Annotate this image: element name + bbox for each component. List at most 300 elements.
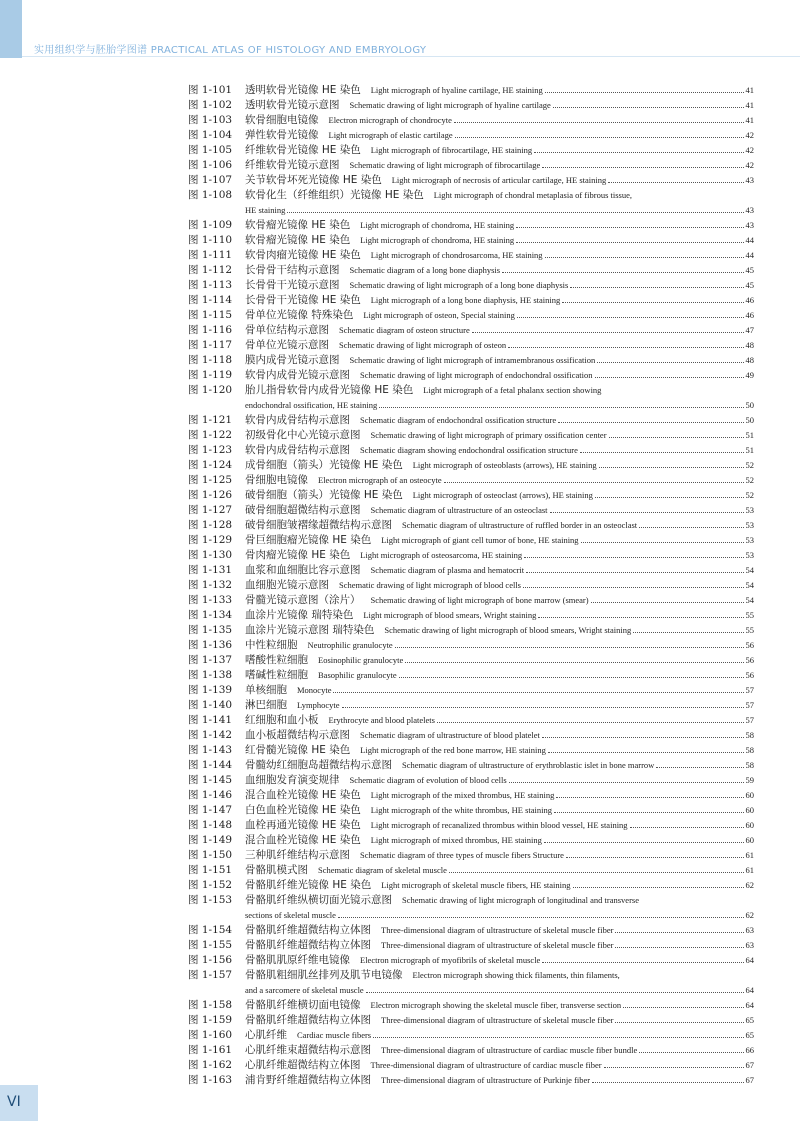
entry-body xyxy=(245,668,754,683)
dot-leader xyxy=(542,166,743,168)
toc-entry xyxy=(188,83,754,98)
dot-leader xyxy=(399,676,744,678)
page-reference: 41 xyxy=(745,100,754,110)
toc-entry xyxy=(188,743,754,758)
toc-entry xyxy=(188,878,754,893)
toc-entry xyxy=(188,368,754,383)
figure-number: 图 1-143 xyxy=(188,744,233,756)
entry-body xyxy=(245,1043,754,1058)
entry-line xyxy=(245,233,754,248)
page-reference: 58 xyxy=(745,745,754,755)
chinese-caption: 血浆和血细胞比容示意图 xyxy=(245,564,361,576)
dot-leader xyxy=(633,631,743,633)
english-caption: Schematic diagram of endochondral ossification structure xyxy=(360,415,557,425)
entry-body xyxy=(245,923,754,938)
entry-line xyxy=(245,668,754,683)
entry-line xyxy=(245,443,754,458)
figure-number: 图 1-160 xyxy=(188,1029,233,1041)
toc-entry xyxy=(188,308,754,323)
chinese-caption: 血涂片光镜示意图 瑞特染色 xyxy=(245,624,375,636)
entry-line xyxy=(245,698,754,713)
page-reference: 60 xyxy=(745,820,754,830)
dot-leader xyxy=(615,1021,743,1023)
figure-number: 图 1-152 xyxy=(188,879,233,891)
entry-line xyxy=(245,278,754,293)
dot-leader xyxy=(444,481,744,483)
toc-entry xyxy=(188,668,754,683)
page-reference: 59 xyxy=(745,775,754,785)
page-reference: 42 xyxy=(745,145,754,155)
page-reference: 44 xyxy=(745,250,754,260)
page-reference: 54 xyxy=(745,565,754,575)
english-caption: Light micrograph of elastic cartilage xyxy=(328,130,453,140)
entry-body xyxy=(245,743,754,758)
toc-entry xyxy=(188,218,754,233)
english-caption: Neutrophilic granulocyte xyxy=(307,640,393,650)
figure-number: 图 1-111 xyxy=(188,249,233,261)
figure-number: 图 1-158 xyxy=(188,999,233,1011)
figure-number: 图 1-146 xyxy=(188,789,233,801)
english-caption: Three-dimensional diagram of ultrastructure of skeletal muscle fiber xyxy=(381,925,614,935)
entry-line-continued xyxy=(245,398,754,413)
toc-entry xyxy=(188,263,754,278)
english-caption: Light micrograph of the red bone marrow, HE staining xyxy=(360,745,546,755)
entry-body xyxy=(245,263,754,278)
toc-entry xyxy=(188,803,754,818)
entry-line xyxy=(245,833,754,848)
toc-entry xyxy=(188,188,754,218)
toc-entry xyxy=(188,923,754,938)
figure-list xyxy=(188,83,754,1088)
dot-leader xyxy=(595,376,744,378)
dot-leader xyxy=(542,736,744,738)
entry-body xyxy=(245,1058,754,1073)
chinese-caption: 骨骼肌纤维超微结构立体图 xyxy=(245,1014,371,1026)
toc-entry xyxy=(188,698,754,713)
figure-number: 图 1-110 xyxy=(188,234,233,246)
entry-line xyxy=(245,368,754,383)
toc-entry xyxy=(188,683,754,698)
toc-entry xyxy=(188,248,754,263)
page-reference: 53 xyxy=(745,520,754,530)
english-caption: Schematic drawing of light micrograph of fibrocartilage xyxy=(349,160,541,170)
page-reference: 44 xyxy=(745,235,754,245)
page-reference: 56 xyxy=(745,640,754,650)
page-reference: 42 xyxy=(745,130,754,140)
entry-body xyxy=(245,503,754,518)
english-caption: Electron micrograph of an osteocyte xyxy=(318,475,442,485)
entry-line xyxy=(245,128,754,143)
dot-leader xyxy=(455,136,744,138)
page-reference: 66 xyxy=(745,1045,754,1055)
english-caption: Cardiac muscle fibers xyxy=(297,1030,372,1040)
entry-body xyxy=(245,1013,754,1028)
toc-entry xyxy=(188,128,754,143)
chinese-caption: 透明软骨光镜像 HE 染色 xyxy=(245,84,361,96)
entry-body xyxy=(245,323,754,338)
dot-leader xyxy=(516,226,743,228)
dot-leader xyxy=(599,466,744,468)
chinese-caption: 骨巨细胞瘤光镜像 HE 染色 xyxy=(245,534,372,546)
chinese-caption: 心肌纤维超微结构立体图 xyxy=(245,1059,361,1071)
entry-line xyxy=(245,713,754,728)
entry-body xyxy=(245,578,754,593)
page-reference: 50 xyxy=(745,415,754,425)
figure-number: 图 1-161 xyxy=(188,1044,233,1056)
chinese-caption: 血细胞光镜示意图 xyxy=(245,579,329,591)
entry-body xyxy=(245,788,754,803)
figure-number: 图 1-118 xyxy=(188,354,233,366)
chinese-caption: 骨骼肌模式图 xyxy=(245,864,308,876)
chinese-caption: 心肌纤维束超微结构示意图 xyxy=(245,1044,371,1056)
english-caption: Schematic diagram of ultrastructure of an osteoclast xyxy=(370,505,548,515)
english-caption: Schematic drawing of light micrograph of longitudinal and transverse xyxy=(402,895,639,905)
page-reference: 67 xyxy=(745,1060,754,1070)
entry-body xyxy=(245,128,754,143)
dot-leader xyxy=(553,106,744,108)
chinese-caption: 浦肯野纤维超微结构立体图 xyxy=(245,1074,371,1086)
entry-line xyxy=(245,863,754,878)
chinese-caption: 软骨细胞电镜像 xyxy=(245,114,319,126)
entry-line xyxy=(245,218,754,233)
figure-number: 图 1-147 xyxy=(188,804,233,816)
english-caption: Schematic diagram of osteon structure xyxy=(339,325,470,335)
english-caption: Basophilic granulocyte xyxy=(318,670,397,680)
entry-body xyxy=(245,278,754,293)
entry-body xyxy=(245,878,754,893)
entry-line xyxy=(245,458,754,473)
entry-body xyxy=(245,83,754,98)
entry-line xyxy=(245,578,754,593)
entry-line xyxy=(245,803,754,818)
toc-entry xyxy=(188,413,754,428)
chinese-caption: 血栓再通光镜像 HE 染色 xyxy=(245,819,361,831)
english-caption-continued: endochondral ossification, HE staining xyxy=(245,400,378,410)
page-number: VI xyxy=(7,1094,21,1110)
entry-line xyxy=(245,83,754,98)
toc-entry xyxy=(188,638,754,653)
figure-number: 图 1-132 xyxy=(188,579,233,591)
english-caption: Schematic drawing of light micrograph of osteon xyxy=(339,340,507,350)
chinese-caption: 长骨骨干光镜像 HE 染色 xyxy=(245,294,361,306)
toc-entry xyxy=(188,593,754,608)
entry-line xyxy=(245,923,754,938)
dot-leader xyxy=(508,346,743,348)
english-caption: Lymphocyte xyxy=(297,700,340,710)
entry-line xyxy=(245,173,754,188)
chinese-caption: 骨单位结构示意图 xyxy=(245,324,329,336)
page-reference: 64 xyxy=(745,1000,754,1010)
english-caption: Light micrograph of skeletal muscle fibers, HE staining xyxy=(381,880,571,890)
dot-leader xyxy=(639,1051,743,1053)
entry-body xyxy=(245,428,754,443)
chinese-caption: 骨单位光镜像 特殊染色 xyxy=(245,309,354,321)
page-reference: 51 xyxy=(745,445,754,455)
figure-number: 图 1-125 xyxy=(188,474,233,486)
dot-leader xyxy=(615,931,743,933)
english-caption: Electron micrograph of chondrocyte xyxy=(328,115,452,125)
entry-body xyxy=(245,413,754,428)
entry-line xyxy=(245,638,754,653)
page-reference: 47 xyxy=(745,325,754,335)
page-reference: 43 xyxy=(745,205,754,215)
page-reference: 65 xyxy=(745,1015,754,1025)
entry-line xyxy=(245,338,754,353)
chinese-caption: 骨骼肌纤维超微结构立体图 xyxy=(245,924,371,936)
chinese-caption: 长骨骨干结构示意图 xyxy=(245,264,340,276)
entry-body xyxy=(245,98,754,113)
dot-leader xyxy=(562,301,743,303)
dot-leader xyxy=(454,121,744,123)
entry-line xyxy=(245,323,754,338)
dot-leader xyxy=(604,1066,744,1068)
entry-line xyxy=(245,1058,754,1073)
entry-line-continued xyxy=(245,203,754,218)
entry-body xyxy=(245,473,754,488)
entry-body xyxy=(245,638,754,653)
entry-body xyxy=(245,818,754,833)
english-caption: Schematic diagram of a long bone diaphysis xyxy=(349,265,501,275)
dot-leader xyxy=(405,661,743,663)
figure-number: 图 1-155 xyxy=(188,939,233,951)
dot-leader xyxy=(623,1006,743,1008)
english-caption: Schematic drawing of light micrograph of bone marrow (smear) xyxy=(370,595,589,605)
chinese-caption: 膜内成骨光镜示意图 xyxy=(245,354,340,366)
chinese-caption: 骨骼肌粗细肌丝排列及肌节电镜像 xyxy=(245,969,403,981)
dot-leader xyxy=(597,361,743,363)
figure-number: 图 1-131 xyxy=(188,564,233,576)
toc-entry xyxy=(188,338,754,353)
entry-body xyxy=(245,518,754,533)
page-reference: 52 xyxy=(745,475,754,485)
chinese-caption: 透明软骨光镜示意图 xyxy=(245,99,340,111)
entry-line xyxy=(245,308,754,323)
figure-number: 图 1-108 xyxy=(188,189,233,201)
entry-body xyxy=(245,998,754,1013)
toc-entry xyxy=(188,728,754,743)
page-reference: 45 xyxy=(745,280,754,290)
figure-number: 图 1-121 xyxy=(188,414,233,426)
entry-body xyxy=(245,653,754,668)
toc-entry xyxy=(188,428,754,443)
chinese-caption: 骨髓幼红细胞岛超微结构示意图 xyxy=(245,759,392,771)
entry-line xyxy=(245,953,754,968)
chinese-caption: 骨细胞电镜像 xyxy=(245,474,308,486)
figure-number: 图 1-141 xyxy=(188,714,233,726)
toc-entry xyxy=(188,383,754,413)
entry-line xyxy=(245,653,754,668)
figure-number: 图 1-159 xyxy=(188,1014,233,1026)
entry-line xyxy=(245,473,754,488)
english-caption: Three-dimensional diagram of ultrastructure of skeletal muscle fiber xyxy=(381,940,614,950)
entry-body xyxy=(245,548,754,563)
toc-entry xyxy=(188,653,754,668)
english-caption: Light micrograph of recanalized thrombus within blood vessel, HE staining xyxy=(370,820,628,830)
chinese-caption: 长骨骨干光镜示意图 xyxy=(245,279,340,291)
dot-leader xyxy=(333,691,743,693)
figure-number: 图 1-120 xyxy=(188,384,233,396)
dot-leader xyxy=(656,766,743,768)
toc-entry xyxy=(188,713,754,728)
page-reference: 57 xyxy=(745,715,754,725)
chinese-caption: 成骨细胞（箭头）光镜像 HE 染色 xyxy=(245,459,403,471)
entry-body xyxy=(245,533,754,548)
dot-leader xyxy=(548,751,744,753)
chinese-caption: 破骨细胞皱褶缘超微结构示意图 xyxy=(245,519,392,531)
page-reference: 54 xyxy=(745,595,754,605)
chinese-caption: 嗜碱性粒细胞 xyxy=(245,669,308,681)
entry-line xyxy=(245,293,754,308)
dot-leader xyxy=(449,871,744,873)
entry-line xyxy=(245,248,754,263)
page-reference: 63 xyxy=(745,940,754,950)
english-caption: Schematic diagram of skeletal muscle xyxy=(318,865,447,875)
page-reference: 60 xyxy=(745,805,754,815)
chinese-caption: 骨肉瘤光镜像 HE 染色 xyxy=(245,549,351,561)
dot-leader xyxy=(517,316,744,318)
figure-number: 图 1-114 xyxy=(188,294,233,306)
chinese-caption: 骨髓光镜示意图（涂片） xyxy=(245,594,361,606)
dot-leader xyxy=(366,991,744,993)
chinese-caption: 破骨细胞（箭头）光镜像 HE 染色 xyxy=(245,489,403,501)
toc-entry xyxy=(188,548,754,563)
dot-leader xyxy=(556,796,743,798)
entry-line xyxy=(245,998,754,1013)
figure-number: 图 1-148 xyxy=(188,819,233,831)
toc-entry xyxy=(188,1073,754,1088)
chinese-caption: 单核细胞 xyxy=(245,684,287,696)
entry-body xyxy=(245,353,754,368)
figure-number: 图 1-151 xyxy=(188,864,233,876)
figure-number: 图 1-135 xyxy=(188,624,233,636)
entry-body xyxy=(245,443,754,458)
page-reference: 60 xyxy=(745,790,754,800)
dot-leader xyxy=(509,781,744,783)
entry-line xyxy=(245,968,754,983)
english-caption: Three-dimensional diagram of ultrastructure of Purkinje fiber xyxy=(381,1075,591,1085)
page-reference: 53 xyxy=(745,505,754,515)
entry-body xyxy=(245,218,754,233)
entry-line xyxy=(245,488,754,503)
dot-leader xyxy=(287,211,743,213)
toc-entry xyxy=(188,518,754,533)
entry-body xyxy=(245,713,754,728)
entry-body xyxy=(245,383,754,413)
figure-number: 图 1-112 xyxy=(188,264,233,276)
english-caption: Electron micrograph of myofibrils of skeletal muscle xyxy=(360,955,541,965)
toc-entry xyxy=(188,113,754,128)
toc-entry xyxy=(188,533,754,548)
chinese-caption: 血涂片光镜像 瑞特染色 xyxy=(245,609,354,621)
entry-line xyxy=(245,98,754,113)
figure-number: 图 1-129 xyxy=(188,534,233,546)
entry-body xyxy=(245,488,754,503)
english-caption-continued: and a sarcomere of skeletal muscle xyxy=(245,985,364,995)
entry-body xyxy=(245,158,754,173)
dot-leader xyxy=(573,886,744,888)
figure-number: 图 1-130 xyxy=(188,549,233,561)
page-reference: 56 xyxy=(745,670,754,680)
chinese-caption: 淋巴细胞 xyxy=(245,699,287,711)
toc-entry xyxy=(188,968,754,998)
dot-leader xyxy=(502,271,743,273)
page-reference: 61 xyxy=(745,865,754,875)
chinese-caption: 红骨髓光镜像 HE 染色 xyxy=(245,744,351,756)
english-caption: Schematic drawing of light micrograph of primary ossification center xyxy=(370,430,607,440)
entry-body xyxy=(245,368,754,383)
figure-number: 图 1-109 xyxy=(188,219,233,231)
figure-number: 图 1-150 xyxy=(188,849,233,861)
entry-line xyxy=(245,608,754,623)
entry-line xyxy=(245,593,754,608)
entry-body xyxy=(245,143,754,158)
entry-line xyxy=(245,188,754,203)
figure-number: 图 1-126 xyxy=(188,489,233,501)
toc-entry xyxy=(188,173,754,188)
dot-leader xyxy=(581,541,744,543)
figure-number: 图 1-153 xyxy=(188,894,233,906)
english-caption: Schematic drawing of light micrograph of blood cells xyxy=(339,580,521,590)
entry-body xyxy=(245,968,754,998)
toc-entry xyxy=(188,938,754,953)
figure-number: 图 1-139 xyxy=(188,684,233,696)
english-caption: Light micrograph of the white thrombus, HE staining xyxy=(370,805,553,815)
toc-entry xyxy=(188,473,754,488)
toc-entry xyxy=(188,353,754,368)
entry-body xyxy=(245,248,754,263)
entry-line xyxy=(245,158,754,173)
dot-leader xyxy=(534,151,743,153)
figure-number: 图 1-137 xyxy=(188,654,233,666)
entry-body xyxy=(245,188,754,218)
english-caption: Monocyte xyxy=(297,685,332,695)
english-caption: Light micrograph of blood smears, Wright staining xyxy=(363,610,537,620)
english-caption: Erythrocyte and blood platelets xyxy=(328,715,435,725)
figure-number: 图 1-144 xyxy=(188,759,233,771)
toc-entry xyxy=(188,1028,754,1043)
page-reference: 61 xyxy=(745,850,754,860)
toc-entry xyxy=(188,293,754,308)
english-caption: Light micrograph of chondroma, HE staining xyxy=(360,235,515,245)
english-caption: Three-dimensional diagram of ultrastructure of cardiac muscle fiber bundle xyxy=(381,1045,638,1055)
figure-number: 图 1-123 xyxy=(188,444,233,456)
figure-number: 图 1-102 xyxy=(188,99,233,111)
entry-line xyxy=(245,818,754,833)
english-caption: Schematic drawing of light micrograph of a long bone diaphysis xyxy=(349,280,569,290)
english-caption: Schematic diagram showing endochondral ossification structure xyxy=(360,445,578,455)
page-reference: 53 xyxy=(745,535,754,545)
entry-line xyxy=(245,878,754,893)
entry-line xyxy=(245,1028,754,1043)
entry-line xyxy=(245,938,754,953)
entry-line xyxy=(245,413,754,428)
entry-body xyxy=(245,458,754,473)
english-caption: Light micrograph of the mixed thrombus, HE staining xyxy=(370,790,555,800)
figure-number: 图 1-142 xyxy=(188,729,233,741)
figure-number: 图 1-105 xyxy=(188,144,233,156)
english-caption: Schematic diagram of three types of muscle fibers Structure xyxy=(360,850,564,860)
chinese-caption: 胎儿指骨软骨内成骨光镜像 HE 染色 xyxy=(245,384,414,396)
dot-leader xyxy=(342,706,744,708)
english-caption: Light micrograph of necrosis of articular cartilage, HE staining xyxy=(391,175,607,185)
english-caption: Electron micrograph showing the skeletal muscle fiber, transverse section xyxy=(370,1000,622,1010)
english-caption: Light micrograph of chondral metaplasia of fibrous tissue, xyxy=(433,190,632,200)
chinese-caption: 弹性软骨光镜像 xyxy=(245,129,319,141)
chinese-caption: 混合血栓光镜像 HE 染色 xyxy=(245,789,361,801)
page-reference: 42 xyxy=(745,160,754,170)
english-caption: Light micrograph of a long bone diaphysis, HE staining xyxy=(370,295,561,305)
toc-entry xyxy=(188,233,754,248)
